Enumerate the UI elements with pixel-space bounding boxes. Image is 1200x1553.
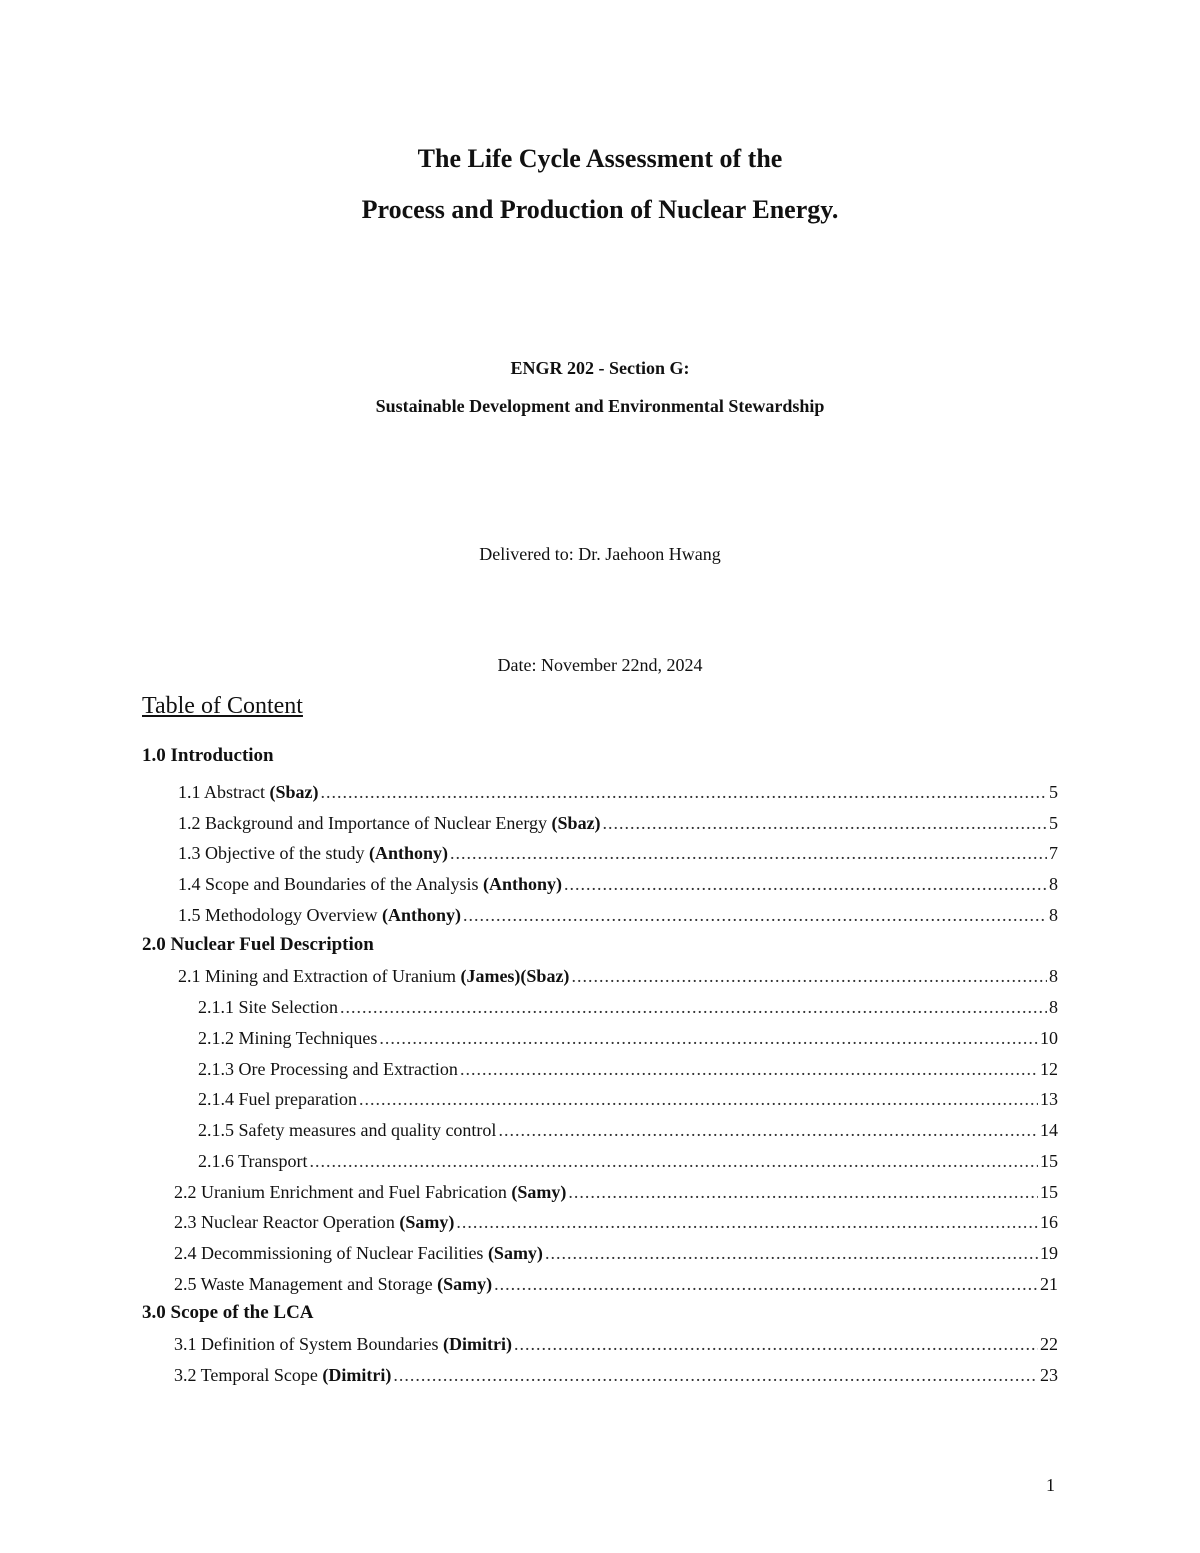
toc-entry[interactable]: 2.1 Mining and Extraction of Uranium (James)(Sbaz) ..... 8 bbox=[178, 964, 1058, 988]
toc-page-number: 19 bbox=[1040, 1243, 1058, 1263]
dot-leader bbox=[321, 780, 1048, 804]
toc-page-number: 5 bbox=[1049, 782, 1058, 802]
toc-page-number: 23 bbox=[1040, 1365, 1058, 1385]
dot-leader bbox=[359, 1087, 1038, 1111]
toc-entry[interactable]: 2.1.2 Mining Techniques ..... 10 bbox=[198, 1026, 1058, 1050]
dot-leader bbox=[564, 872, 1047, 896]
toc-heading: Table of Content bbox=[142, 693, 303, 719]
toc-entry[interactable]: 1.1 Abstract (Sbaz) ..... 5 bbox=[178, 780, 1058, 804]
toc-page-number: 16 bbox=[1040, 1212, 1058, 1232]
toc-entry[interactable]: 2.1.1 Site Selection ..... 8 bbox=[198, 995, 1058, 1019]
toc-section-2: 2.0 Nuclear Fuel Description bbox=[142, 934, 374, 955]
dot-leader bbox=[545, 1241, 1038, 1265]
toc-section-1: 1.0 Introduction bbox=[142, 745, 274, 766]
report-date: Date: November 22nd, 2024 bbox=[497, 655, 703, 675]
toc-section-3: 3.0 Scope of the LCA bbox=[142, 1302, 314, 1323]
toc-page-number: 13 bbox=[1040, 1089, 1058, 1109]
title-line-2: Process and Production of Nuclear Energy. bbox=[361, 195, 839, 224]
toc-page-number: 22 bbox=[1040, 1334, 1058, 1354]
toc-entry[interactable]: 3.2 Temporal Scope (Dimitri) ..... 23 bbox=[174, 1363, 1058, 1387]
toc-entry[interactable]: 2.1.3 Ore Processing and Extraction ..... 12 bbox=[198, 1057, 1058, 1081]
toc-entry[interactable]: 1.3 Objective of the study (Anthony) ..... 7 bbox=[178, 841, 1058, 865]
course-name: Sustainable Development and Environmental Stewardship bbox=[375, 396, 825, 416]
toc-page-number: 12 bbox=[1040, 1059, 1058, 1079]
dot-leader bbox=[460, 1057, 1038, 1081]
dot-leader bbox=[310, 1149, 1038, 1173]
toc-page-number: 8 bbox=[1049, 874, 1058, 894]
toc-entry[interactable]: 2.1.4 Fuel preparation ..... 13 bbox=[198, 1087, 1058, 1111]
toc-entry[interactable]: 2.1.6 Transport ..... 15 bbox=[198, 1149, 1058, 1173]
toc-page-number: 10 bbox=[1040, 1028, 1058, 1048]
toc-page-number: 5 bbox=[1049, 813, 1058, 833]
toc-entry[interactable]: 2.3 Nuclear Reactor Operation (Samy) ..... 16 bbox=[174, 1210, 1058, 1234]
dot-leader bbox=[463, 903, 1047, 927]
toc-entry[interactable]: 3.1 Definition of System Boundaries (Dimitri) ..... 22 bbox=[174, 1332, 1058, 1356]
toc-entry[interactable]: 1.4 Scope and Boundaries of the Analysis (Anthony) ..... 8 bbox=[178, 872, 1058, 896]
toc-entry[interactable]: 2.2 Uranium Enrichment and Fuel Fabrication (Samy) ..... 15 bbox=[174, 1180, 1058, 1204]
dot-leader bbox=[393, 1363, 1038, 1387]
toc-page-number: 8 bbox=[1049, 997, 1058, 1017]
title-line-1: The Life Cycle Assessment of the bbox=[417, 144, 783, 173]
dot-leader bbox=[379, 1026, 1038, 1050]
dot-leader bbox=[568, 1180, 1038, 1204]
delivered-to: Delivered to: Dr. Jaehoon Hwang bbox=[479, 544, 721, 564]
toc-entry[interactable]: 2.1.5 Safety measures and quality control ..... 14 bbox=[198, 1118, 1058, 1142]
toc-page-number: 8 bbox=[1049, 966, 1058, 986]
course-code: ENGR 202 - Section G: bbox=[510, 358, 690, 378]
toc-entry[interactable]: 2.4 Decommissioning of Nuclear Facilities (Samy) ..... 19 bbox=[174, 1241, 1058, 1265]
toc-page-number: 21 bbox=[1040, 1274, 1058, 1294]
toc-entry[interactable]: 2.5 Waste Management and Storage (Samy) ..... 21 bbox=[174, 1272, 1058, 1296]
dot-leader bbox=[603, 811, 1047, 835]
toc-entry[interactable]: 1.5 Methodology Overview (Anthony) ..... 8 bbox=[178, 903, 1058, 927]
page-number: 1 bbox=[1046, 1475, 1055, 1495]
toc-page-number: 14 bbox=[1040, 1120, 1058, 1140]
dot-leader bbox=[571, 964, 1047, 988]
dot-leader bbox=[514, 1332, 1038, 1356]
toc-entry[interactable]: 1.2 Background and Importance of Nuclear Energy (Sbaz) ..... 5 bbox=[178, 811, 1058, 835]
dot-leader bbox=[450, 841, 1047, 865]
dot-leader bbox=[340, 995, 1047, 1019]
toc-page-number: 8 bbox=[1049, 905, 1058, 925]
toc-page-number: 15 bbox=[1040, 1182, 1058, 1202]
dot-leader bbox=[456, 1210, 1038, 1234]
dot-leader bbox=[494, 1272, 1038, 1296]
toc-page-number: 15 bbox=[1040, 1151, 1058, 1171]
dot-leader bbox=[498, 1118, 1038, 1142]
toc-page-number: 7 bbox=[1049, 843, 1058, 863]
